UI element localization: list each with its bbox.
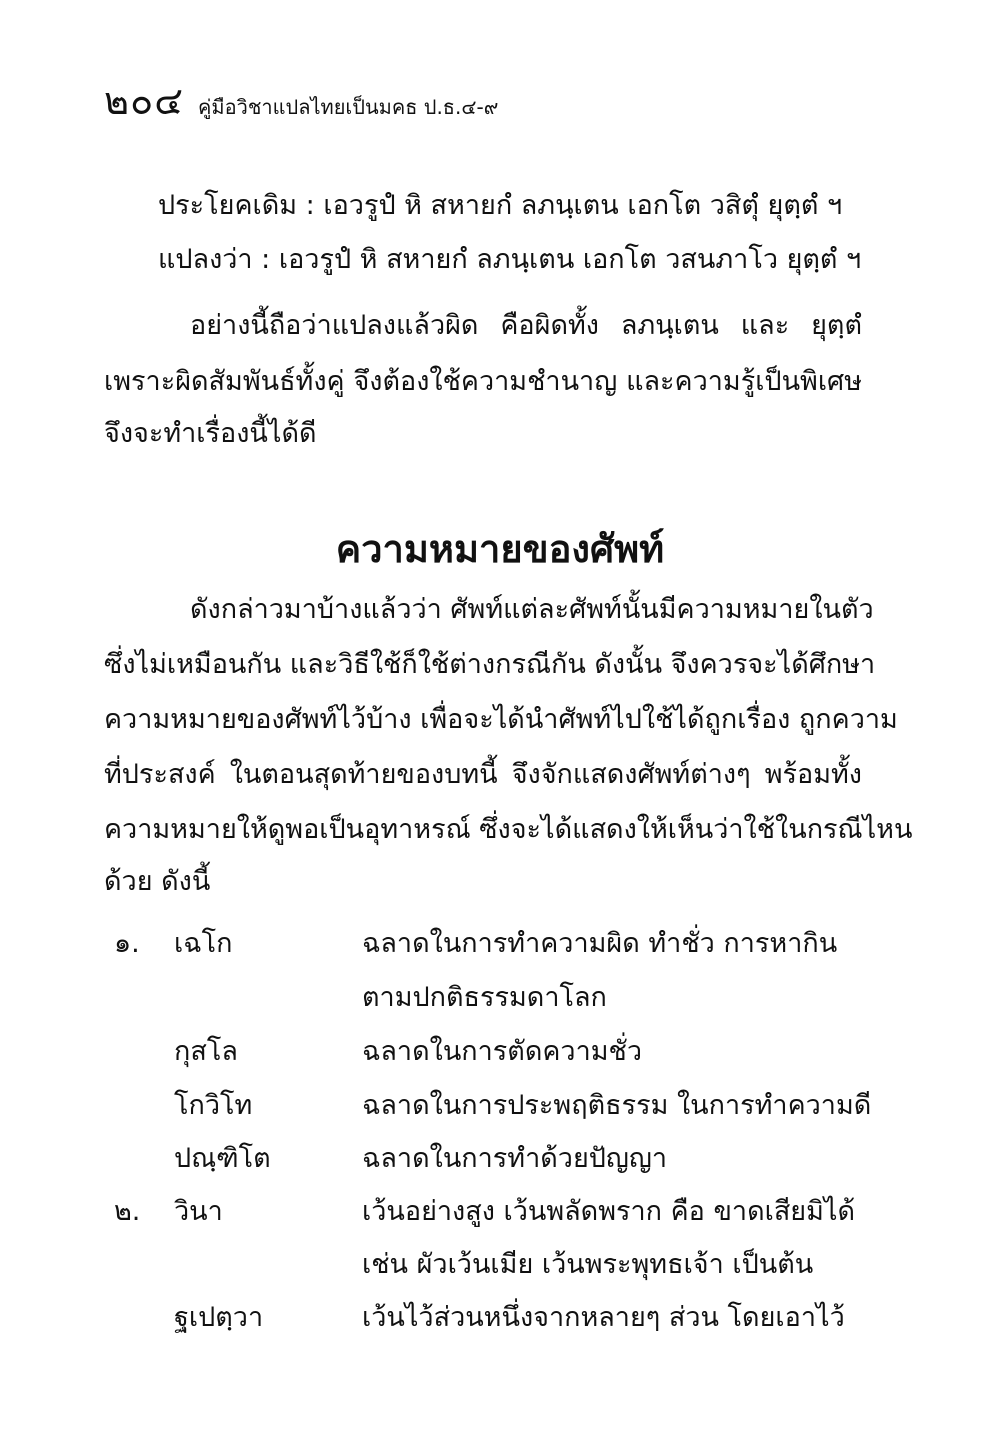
vocab-definition: เว้นอย่างสูง เว้นพลัดพราก คือ ขาดเสียมิได้ xyxy=(362,1196,856,1227)
vocab-term: ฐเปตฺวา xyxy=(174,1302,264,1333)
vocab-term: ปณฺฑิโต xyxy=(174,1143,271,1174)
page-number: ๒๐๔ xyxy=(104,79,185,123)
vocab-definition-continued: ตามปกติธรรมดาโลก xyxy=(362,982,607,1013)
explanation-line-3: จึงจะทำเรื่องนี้ได้ดี xyxy=(104,418,317,449)
vocab-definition: ฉลาดในการทำความผิด ทำชั่ว การหากิน xyxy=(362,928,838,959)
intro-line-6: ด้วย ดังนี้ xyxy=(104,866,211,897)
vocab-term: โกวิโท xyxy=(174,1090,253,1121)
vocab-definition-continued: เช่น ผัวเว้นเมีย เว้นพระพุทธเจ้า เป็นต้น xyxy=(362,1249,814,1280)
vocab-number: ๒. xyxy=(114,1196,141,1227)
vocab-definition: ฉลาดในการประพฤติธรรม ในการทำความดี xyxy=(362,1090,872,1121)
intro-line-2: ซึ่งไม่เหมือนกัน และวิธีใช้ก็ใช้ต่างกรณีกัน ดังนั้น จึงควรจะได้ศึกษา xyxy=(104,649,876,680)
example-original-sentence: ประโยคเดิม : เอวรูปํ หิ สหายกํ ลภนฺเตน เอกโต วสิตุํ ยุตฺตํ ฯ xyxy=(158,190,843,221)
example-translated-sentence: แปลงว่า : เอวรูปํ หิ สหายกํ ลภนฺเตน เอกโต วสนภาโว ยุตฺตํ ฯ xyxy=(158,244,862,275)
vocab-definition: ฉลาดในการทำด้วยปัญญา xyxy=(362,1143,668,1174)
vocab-number: ๑. xyxy=(114,928,140,959)
vocab-term: กุสโล xyxy=(174,1036,238,1067)
vocab-term: วินา xyxy=(174,1196,223,1227)
intro-line-1: ดังกล่าวมาบ้างแล้วว่า ศัพท์แต่ละศัพท์นั้นมีความหมายในตัว xyxy=(190,594,874,625)
running-title: คู่มือวิชาแปลไทยเป็นมคธ ป.ธ.๔-๙ xyxy=(198,95,499,119)
intro-line-5: ความหมายให้ดูพอเป็นอุทาหรณ์ ซึ่งจะได้แสดงให้เห็นว่าใช้ในกรณีไหน xyxy=(104,814,913,845)
explanation-line-1: อย่างนี้ถือว่าแปลงแล้วผิด คือผิดทั้ง ลภนฺเตน และ ยุตฺตํ xyxy=(190,310,862,341)
vocab-definition: เว้นไว้ส่วนหนึ่งจากหลายๆ ส่วน โดยเอาไว้ xyxy=(362,1302,845,1333)
intro-line-3: ความหมายของศัพท์ไว้บ้าง เพื่อจะได้นำศัพท์ไปใช้ได้ถูกเรื่อง ถูกความ xyxy=(104,704,898,735)
intro-line-4: ที่ประสงค์ ในตอนสุดท้ายของบทนี้ จึงจักแสดงศัพท์ต่างๆ พร้อมทั้ง xyxy=(104,759,862,790)
vocab-term: เฉโก xyxy=(174,928,233,959)
explanation-line-2: เพราะผิดสัมพันธ์ทั้งคู่ จึงต้องใช้ความชำนาญ และความรู้เป็นพิเศษ xyxy=(104,366,862,397)
section-heading: ความหมายของศัพท์ xyxy=(335,527,665,571)
vocab-definition: ฉลาดในการตัดความชั่ว xyxy=(362,1036,643,1067)
page-header xyxy=(104,70,499,123)
